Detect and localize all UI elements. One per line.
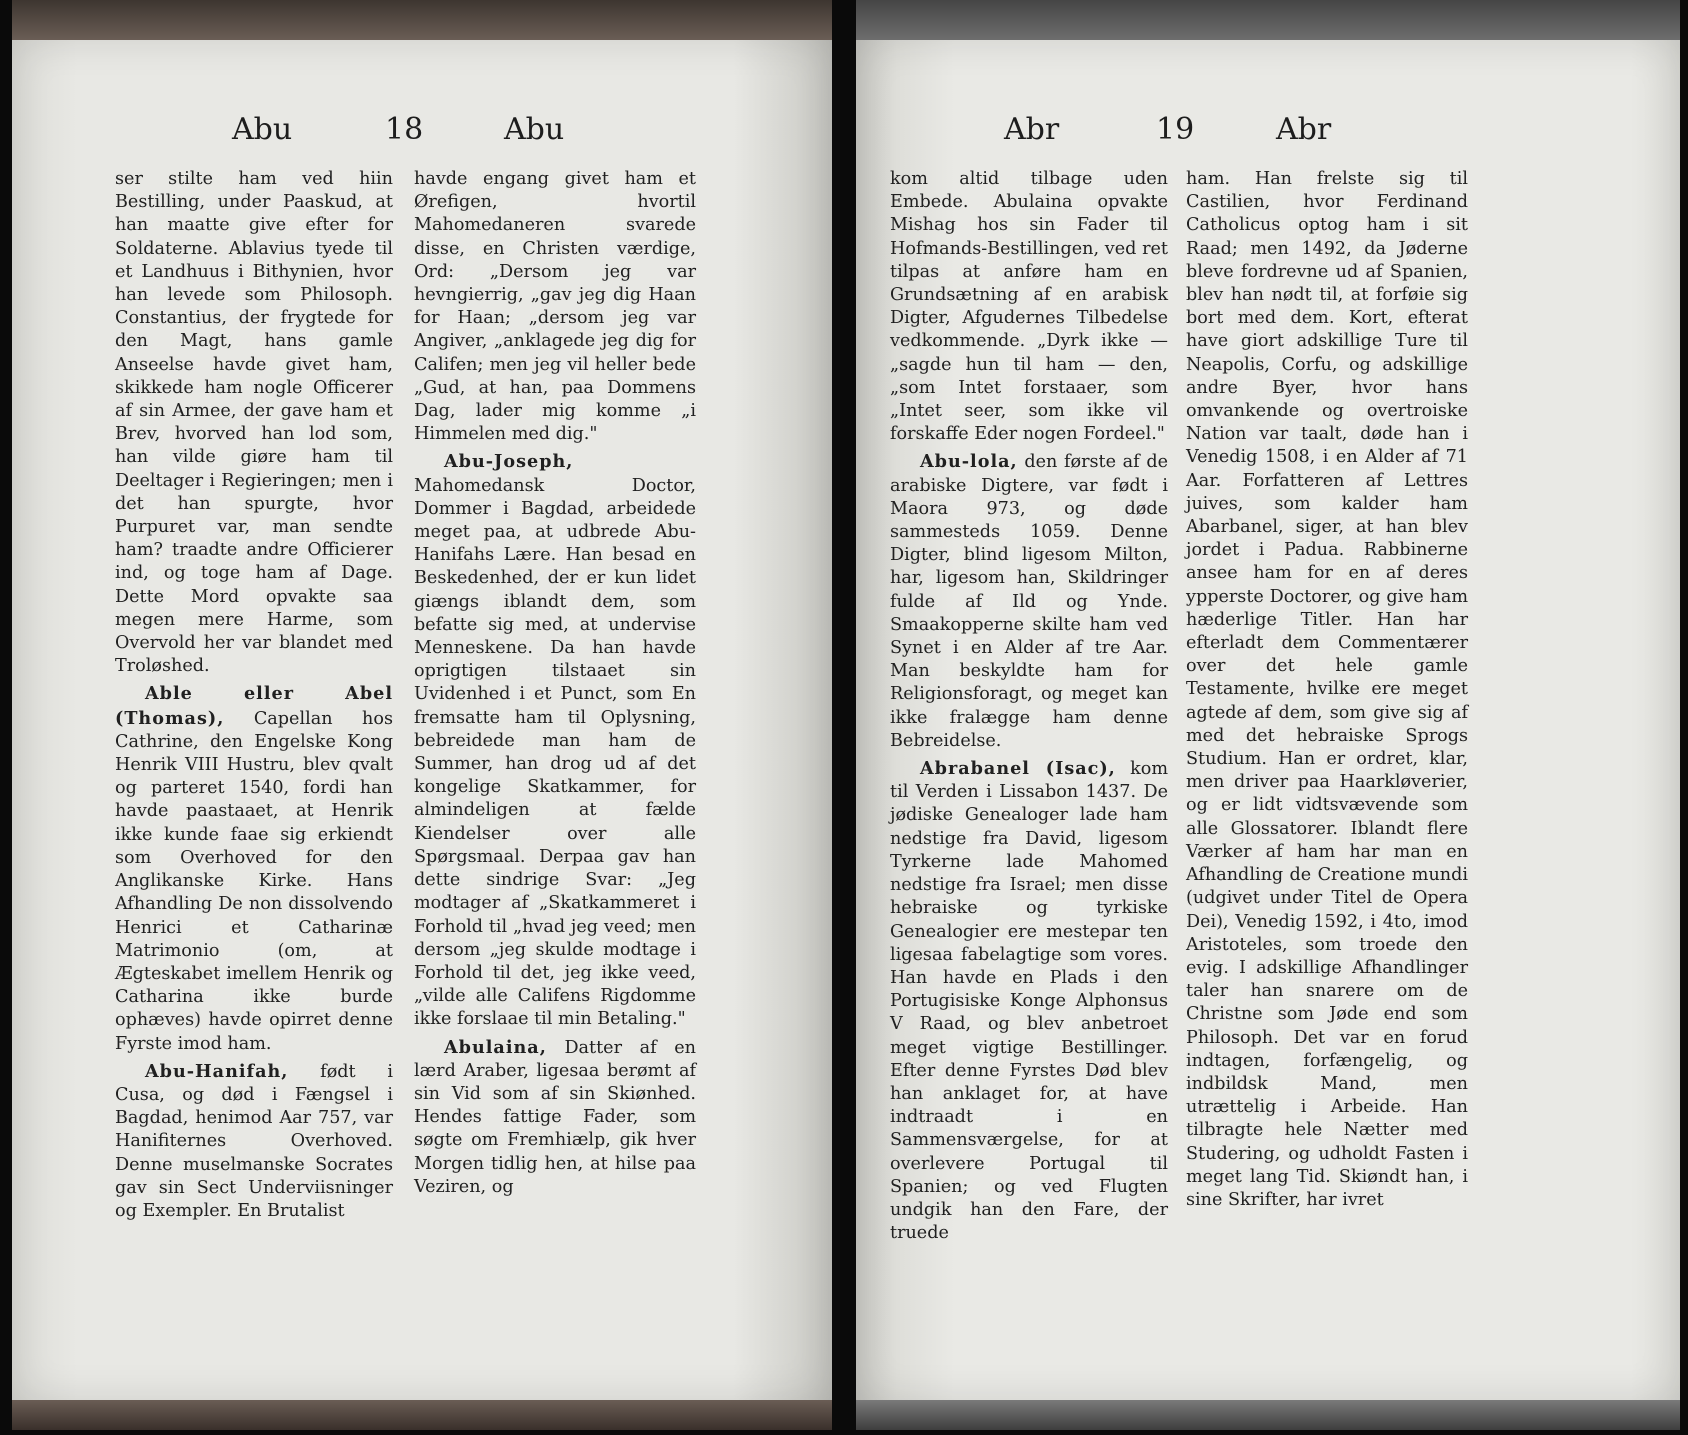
entry-headword: Abu-Joseph, [444, 451, 574, 473]
book-edge-top-right [856, 0, 1680, 40]
running-head-right: Abu [504, 112, 565, 147]
running-head-right: Abr [1276, 112, 1332, 147]
paragraph [115, 168, 393, 678]
page-number: 18 [385, 112, 424, 147]
right-page-column-2 [1186, 168, 1468, 1212]
book-edge-bottom-left [12, 1400, 832, 1430]
left-page-column-2 [414, 168, 696, 1199]
book-edge-bottom-right [856, 1400, 1680, 1430]
entry-headword: Abulaina, [444, 1036, 547, 1058]
page-number: 19 [1156, 112, 1195, 147]
entry-text: kom til Verden i Lissabon 1437. De jødiske Genealoger lade ham nedstige fra David, ligesom Tyrkerne lade Mahomed nedstige fra Israel; men disse hebraiske og tyrkiske Genealogier ere mestepar ten ligesaa fabelagtige som vores. Han havde en Plads i den Portugisiske Konge Alphonsus V Raad, og blev anbetroet meget vigtige Bestillinger. Efter denne Fyrstes Død blev han anklaget for, at have indtraadt i en Sammensværgelse, for at overlevere Portugal til Spanien; og ved Flugten undgik han den Fare, der truede [890, 759, 1169, 1244]
right-page-header [856, 112, 1680, 152]
right-page-column-1 [890, 168, 1168, 1245]
entry-paragraph [890, 757, 1168, 1245]
right-page [856, 40, 1680, 1400]
entry-paragraph [890, 450, 1168, 753]
entry-text: ser stilte ham ved hiin Bestilling, under Paaskud, at han maatte give efter for Soldaterne. Ablavius tyede til et Landhuus i Bithynien, hvor han levede som Philosoph. Constantius, der frygtede for den Magt, hans gamle Anseelse havde givet ham, skikkede ham nogle Officerer af sin Armee, der gave ham et Brev, hvorved han lod som, han vilde giøre ham til Deeltager i Regieringen; men i det han spurgte, hvor Purpuret var, man sendte ham? traadte andre Officierer ind, og toge ham af Dage. Dette Mord opvakte saa megen mere Harme, som Overvold her var blandet med Troløshed. [115, 169, 393, 677]
entry-headword: Abrabanel (Isac), [920, 758, 1116, 780]
entry-text: den første af de arabiske Digtere, var født i Maora 973, og døde sammesteds 1059. Denne Digter, blind ligesom Milton, har, ligesom han, Skildringer fulde af Ild og Ynde. Smaakopperne skilte ham ved Synet i en Alder af tre Aar. Man beskyldte ham for Religionsforagt, og meget kan ikke fralægge ham denne Bebreidelse. [890, 452, 1168, 751]
entry-text: født i Cusa, og død i Fængsel i Bagdad, henimod Aar 757, var Hanifiternes Overhoved. Denne muselmanske Socrates gav sin Sect Underviisninger og Exempler. En Brutalist [115, 1061, 393, 1221]
entry-paragraph [115, 682, 393, 1055]
spine-gap [832, 0, 856, 1435]
entry-text: kom altid tilbage uden Embede. Abulaina opvakte Mishag hos sin Fader til Hofmands-Bestillingen, ved ret tilpas at anføre ham en Grundsætning af en arabisk Digter, Afgudernes Tilbedelse vedkommende. „Dyrk ikke — „sagde hun til ham — den, „som Intet forstaaer, som „Intet seer, som ikke vil forskaffe Eder nogen Fordeel." [890, 169, 1168, 445]
left-page-header [12, 112, 832, 152]
entry-paragraph [414, 450, 696, 1031]
entry-headword: Abu-lola, [920, 451, 1018, 473]
entry-text: Mahomedansk Doctor, Dommer i Bagdad, arbeidede meget paa, at udbrede Abu-Hanifahs Lære. Han besad en Beskedenhed, der er kun lidet giængs iblandt dem, som befatte sig med, at undervise Menneskene. Da han havde oprigtigen tilstaaet sin Uvidenhed i et Punct, som En fremsatte ham til Oplysning, bebreidede man ham de Summer, han drog ud af det kongelige Skatkammer, for almindeligen at fælde Kiendelser over alle Spørgsmaal. Derpaa gav han dette sindrige Svar: „Jeg modtager af „Skatkammeret i Forhold til „hvad jeg veed; men dersom „jeg skulde modtage i Forhold til det, jeg ikke veed, „vilde alle Califens Rigdomme ikke forslaae til min Betaling." [414, 475, 696, 1030]
entry-paragraph [414, 1036, 696, 1199]
left-page [12, 40, 832, 1400]
entry-text: ham. Han frelste sig til Castilien, hvor Ferdinand Catholicus optog ham i sit Raad; men 1492, da Jøderne bleve fordrevne ud af Spanien, blev han nødt til, at forføie sig bort med dem. Kort, efterat have giort adskillige Ture til Neapolis, Corfu, og adskillige andre Byer, hvor hans omvankende og overtroiske Nation var taalt, døde han i Venedig 1508, i en Alder af 71 Aar. Forfatteren af Lettres juives, som kalder ham Abarbanel, siger, at han blev jordet i Padua. Rabbinerne ansee ham for en af deres ypperste Doctorer, og give ham hæderlige Titler. Han har efterladt dem Commentærer over det hele gamle Testamente, hvilke ere meget agtede af dem, som give sig af med det hebraiske Sprogs Studium. Han er ordret, klar, men driver paa Haarkløverier, og er lidt vidtsvævende som alle Glossatorer. Iblandt flere Værker af ham har man en Afhandling de Creatione mundi (udgivet under Titel de Opera Dei), Venedig 1592, i 4to, imod Aristoteles, som troede den evig. I adskillige Afhandlinger taler han snarere om de Christne som Jøde end som Philosoph. Det var en forud indtagen, forfængelig, og indbildsk Mand, men utrættelig i Arbeide. Han tilbragte hele Nætter med Studering, og udholdt Fasten i meget lang Tid. Skiøndt han, i sine Skrifter, har ivret [1186, 169, 1468, 1210]
entry-headword: Abu-Hanifah, [145, 1060, 289, 1082]
entry-text: havde engang givet ham et Ørefigen, hvortil Mahomedaneren svarede disse, en Christen værdige, Ord: „Dersom jeg var hevngierrig, „gav jeg dig Haan for Haan; „dersom jeg var Angiver, „anklagede jeg dig for Califen; men jeg vil heller bede „Gud, at han, paa Dommens Dag, lader mig komme „i Himmelen med dig." [414, 169, 696, 445]
entry-text: Datter af en lærd Araber, ligesaa berømt af sin Vid som af sin Skiønhed. Hendes fattige Fader, som søgte om Fremhiælp, gik hver Morgen tidlig hen, at hilse paa Veziren, og [414, 1037, 696, 1197]
paragraph [890, 168, 1168, 446]
running-head-left: Abr [1004, 112, 1060, 147]
paragraph [414, 168, 696, 446]
entry-headword: Able eller Abel (Thomas), [115, 683, 393, 729]
running-head-left: Abu [232, 112, 293, 147]
entry-paragraph [115, 1060, 393, 1223]
left-page-column-1 [115, 168, 393, 1223]
book-edge-top-left [12, 0, 832, 40]
entry-text: Capellan hos Cathrine, den Engelske Kong Henrik VIII Hustru, blev qvalt og parteret 1540, fordi han havde paastaaet, at Henrik ikke kunde faae sig erkiendt som Overhoved for den Anglikanske Kirke. Hans Afhandling De non dissolvendo Henrici et Catharinæ Matrimonio (om, at Ægteskabet imellem Henrik og Catharina ikke burde ophæves) havde opirret denne Fyrste imod ham. [115, 708, 393, 1054]
paragraph [1186, 168, 1468, 1212]
